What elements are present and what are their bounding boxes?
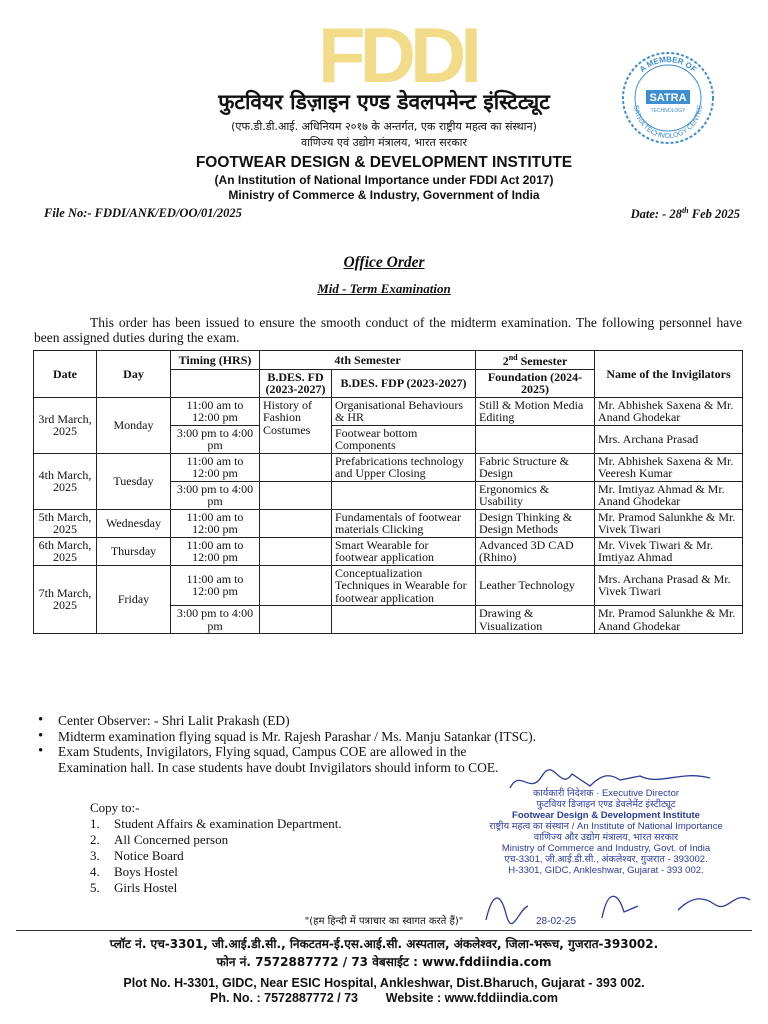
cell-time: 11:00 am to 12:00 pm — [171, 537, 260, 565]
ministry-hindi: वाणिज्य एवं उद्योग मंत्रालय, भारत सरकार — [300, 136, 468, 149]
list-item: 1. Student Affairs & examination Department. — [90, 816, 342, 831]
cell-foundation: Drawing & Visualization — [476, 606, 595, 634]
cell-foundation: Ergonomics & Usability — [476, 481, 595, 509]
cell-bdes-fdp — [332, 481, 476, 509]
cell-bdes-fd — [260, 537, 332, 565]
seal-satra-text: SATRA — [649, 92, 687, 104]
cell-day: Monday — [97, 397, 171, 453]
note-item: • Midterm examination flying squad is Mr. Rajesh Parashar / Ms. Manju Satankar (ITSC). — [36, 729, 746, 745]
address-english: Plot No. H-3301, GIDC, Near ESIC Hospital, Ankleshwar, Dist.Bharuch, Gujarat - 393 002. — [123, 976, 645, 990]
cell-time: 11:00 am to 12:00 pm — [171, 397, 260, 425]
header-invigilators: Name of the Invigilators — [595, 351, 743, 398]
cell-time: 3:00 pm to 4:00 pm — [171, 425, 260, 453]
order-date: Date: - 28th Feb 2025 — [630, 206, 740, 222]
phone-hindi: फोन नं. 7572887772 / 73 वेबसाईट : www.fddiindia.com — [216, 955, 552, 969]
cell-time: 3:00 pm to 4:00 pm — [171, 606, 260, 634]
logo-text: FDDI — [318, 11, 476, 99]
seal-bottom-text: SATRA TECHNOLOGY CENTRE — [631, 104, 705, 141]
cell-bdes-fdp: Conceptualization Techniques in Wearable for footwear application — [332, 565, 476, 606]
office-order-subtitle: Mid - Term Examination — [317, 281, 451, 296]
cell-bdes-fdp: Smart Wearable for footwear application — [332, 537, 476, 565]
cell-bdes-fd — [260, 509, 332, 537]
list-item: 2. All Concerned person — [90, 832, 229, 847]
cell-time: 11:00 am to 12:00 pm — [171, 509, 260, 537]
cell-bdes-fd: History of Fashion Costumes — [260, 397, 332, 453]
cell-foundation: Still & Motion Media Editing — [476, 397, 595, 425]
cell-invigilators: Mr. Vivek Tiwari & Mr. Imtiyaz Ahmad — [595, 537, 743, 565]
cell-foundation: Advanced 3D CAD (Rhino) — [476, 537, 595, 565]
cell-invigilators: Mrs. Archana Prasad & Mr. Vivek Tiwari — [595, 565, 743, 606]
table-row — [34, 565, 743, 606]
cell-day: Wednesday — [97, 509, 171, 537]
cell-foundation: Fabric Structure & Design — [476, 453, 595, 481]
address-hindi: प्लॉट नं. एच-3301, जी.आई.डी.सी., निकटतम-ई.एस.आई.सी. अस्पताल, अंकलेश्वर, जिला-भरूच, गुजरात-393002. — [109, 937, 659, 951]
file-number: File No:- FDDI/ANK/ED/OO/01/2025 — [44, 206, 242, 220]
cell-date: 6th March, 2025 — [34, 537, 97, 565]
cell-invigilators: Mr. Imtiyaz Ahmad & Mr. Anand Ghodekar — [595, 481, 743, 509]
list-item: 5. Girls Hostel — [90, 880, 178, 895]
table-row — [34, 509, 743, 537]
cell-bdes-fdp — [332, 606, 476, 634]
cell-invigilators: Mr. Pramod Salunkhe & Mr. Vivek Tiwari — [595, 509, 743, 537]
cell-date: 4th March, 2025 — [34, 453, 97, 509]
cell-invigilators: Mr. Pramod Salunkhe & Mr. Anand Ghodekar — [595, 606, 743, 634]
cell-time: 3:00 pm to 4:00 pm — [171, 481, 260, 509]
list-item: 4. Boys Hostel — [90, 864, 178, 879]
cell-time: 11:00 am to 12:00 pm — [171, 565, 260, 606]
cell-foundation — [476, 425, 595, 453]
header-foundation: Foundation (2024-2025) — [476, 369, 595, 397]
order-intro: This order has been issued to ensure the smooth conduct of the midterm examination. The following personnel have been assigned duties during the exam. — [34, 315, 742, 345]
cell-day: Tuesday — [97, 453, 171, 509]
ministry: Ministry of Commerce & Industry, Government of India — [228, 188, 540, 202]
cell-time: 11:00 am to 12:00 pm — [171, 453, 260, 481]
cell-day: Friday — [97, 565, 171, 634]
institute-name-hindi: फुटवियर डिज़ाइन एण्ड डेवलपमेन्ट इंस्टिट्यूट — [218, 90, 550, 114]
cell-invigilators: Mrs. Archana Prasad — [595, 425, 743, 453]
seal-top-text: A MEMBER OF — [637, 54, 699, 75]
note-item: • Exam Students, Invigilators, Flying squad, Campus COE are allowed in the Examination hall. In case students have doubt Invigilators should inform to COE. — [36, 744, 508, 775]
fddi-logo — [318, 11, 476, 99]
cell-foundation: Design Thinking & Design Methods — [476, 509, 595, 537]
header-timing: Timing (HRS) — [171, 351, 260, 370]
cell-invigilators: Mr. Abhishek Saxena & Mr. Anand Ghodekar — [595, 397, 743, 425]
cell-date: 7th March, 2025 — [34, 565, 97, 634]
table-row — [34, 537, 743, 565]
header-day: Day — [97, 351, 171, 398]
cell-bdes-fd — [260, 481, 332, 509]
institute-act-hindi: (एफ.डी.डी.आई. अधिनियम २०१७ के अन्तर्गत, एक राष्ट्रीय महत्व का संस्थान) — [231, 120, 537, 133]
cell-day: Thursday — [97, 537, 171, 565]
office-order-title: Office Order — [343, 254, 425, 271]
institute-name: FOOTWEAR DESIGN & DEVELOPMENT INSTITUTE — [195, 154, 573, 171]
executive-director-stamp: कार्यकारी निदेशक · Executive Director फुटवियर डिजाइन एण्ड डेवलेमेंट इंस्टीट्यूट Footwear Design & Development Institute राष्ट्रीय महत्व का संस्थान / An Institute of National Importance वाणिज्य और उद्योग मंत्रालय, भारत सरकार Ministry of Commerce and Industry, Govt. of India एच-3301, जी.आई.डी.सी., अंकलेश्वर, गुजरात - 393002. H-3301, GIDC, Ankleshwar, Gujarat - 393 002. — [489, 788, 723, 876]
copy-to-list — [90, 800, 342, 896]
cell-bdes-fd — [260, 606, 332, 634]
note-item: • Center Observer: - Shri Lalit Prakash (ED) — [36, 713, 746, 729]
list-item: 3. Notice Board — [90, 848, 184, 863]
table-row — [34, 397, 743, 425]
signature-date: 28-02-25 — [536, 916, 577, 927]
cell-bdes-fdp: Footwear bottom Components — [332, 425, 476, 453]
phone-english: Ph. No. : 7572887772 / 73 Website : www.fddiindia.com — [209, 991, 559, 1005]
header-4th-semester: 4th Semester — [260, 351, 476, 370]
cell-bdes-fdp: Organisational Behaviours & HR — [332, 397, 476, 425]
footer-divider — [16, 930, 752, 931]
header-date: Date — [34, 351, 97, 398]
table-row — [34, 453, 743, 481]
institute-act: (An Institution of National Importance under FDDI Act 2017) — [214, 173, 554, 187]
cell-bdes-fd — [260, 453, 332, 481]
initials-signatures — [478, 880, 768, 928]
hindi-welcome-note: "(हम हिन्दी में पत्राचार का स्वागत करते हैं)" — [304, 916, 464, 927]
header-timing-blank — [171, 369, 260, 397]
cell-date: 3rd March, 2025 — [34, 397, 97, 453]
cell-bdes-fdp: Fundamentals of footwear materials Clicking — [332, 509, 476, 537]
cell-foundation: Leather Technology — [476, 565, 595, 606]
header-2nd-semester: 2nd Semester — [476, 351, 595, 370]
header-bdes-fd: B.DES. FD (2023-2027) — [260, 369, 332, 397]
cell-bdes-fd — [260, 565, 332, 606]
exam-duty-table — [33, 350, 743, 634]
cell-invigilators: Mr. Abhishek Saxena & Mr. Veeresh Kumar — [595, 453, 743, 481]
seal-technology-text: TECHNOLOGY — [650, 108, 686, 114]
cell-bdes-fdp: Prefabrications technology and Upper Closing — [332, 453, 476, 481]
header-bdes-fdp: B.DES. FDP (2023-2027) — [332, 369, 476, 397]
copy-to-label: Copy to:- — [90, 800, 140, 815]
table-header-row — [34, 351, 743, 370]
cell-date: 5th March, 2025 — [34, 509, 97, 537]
